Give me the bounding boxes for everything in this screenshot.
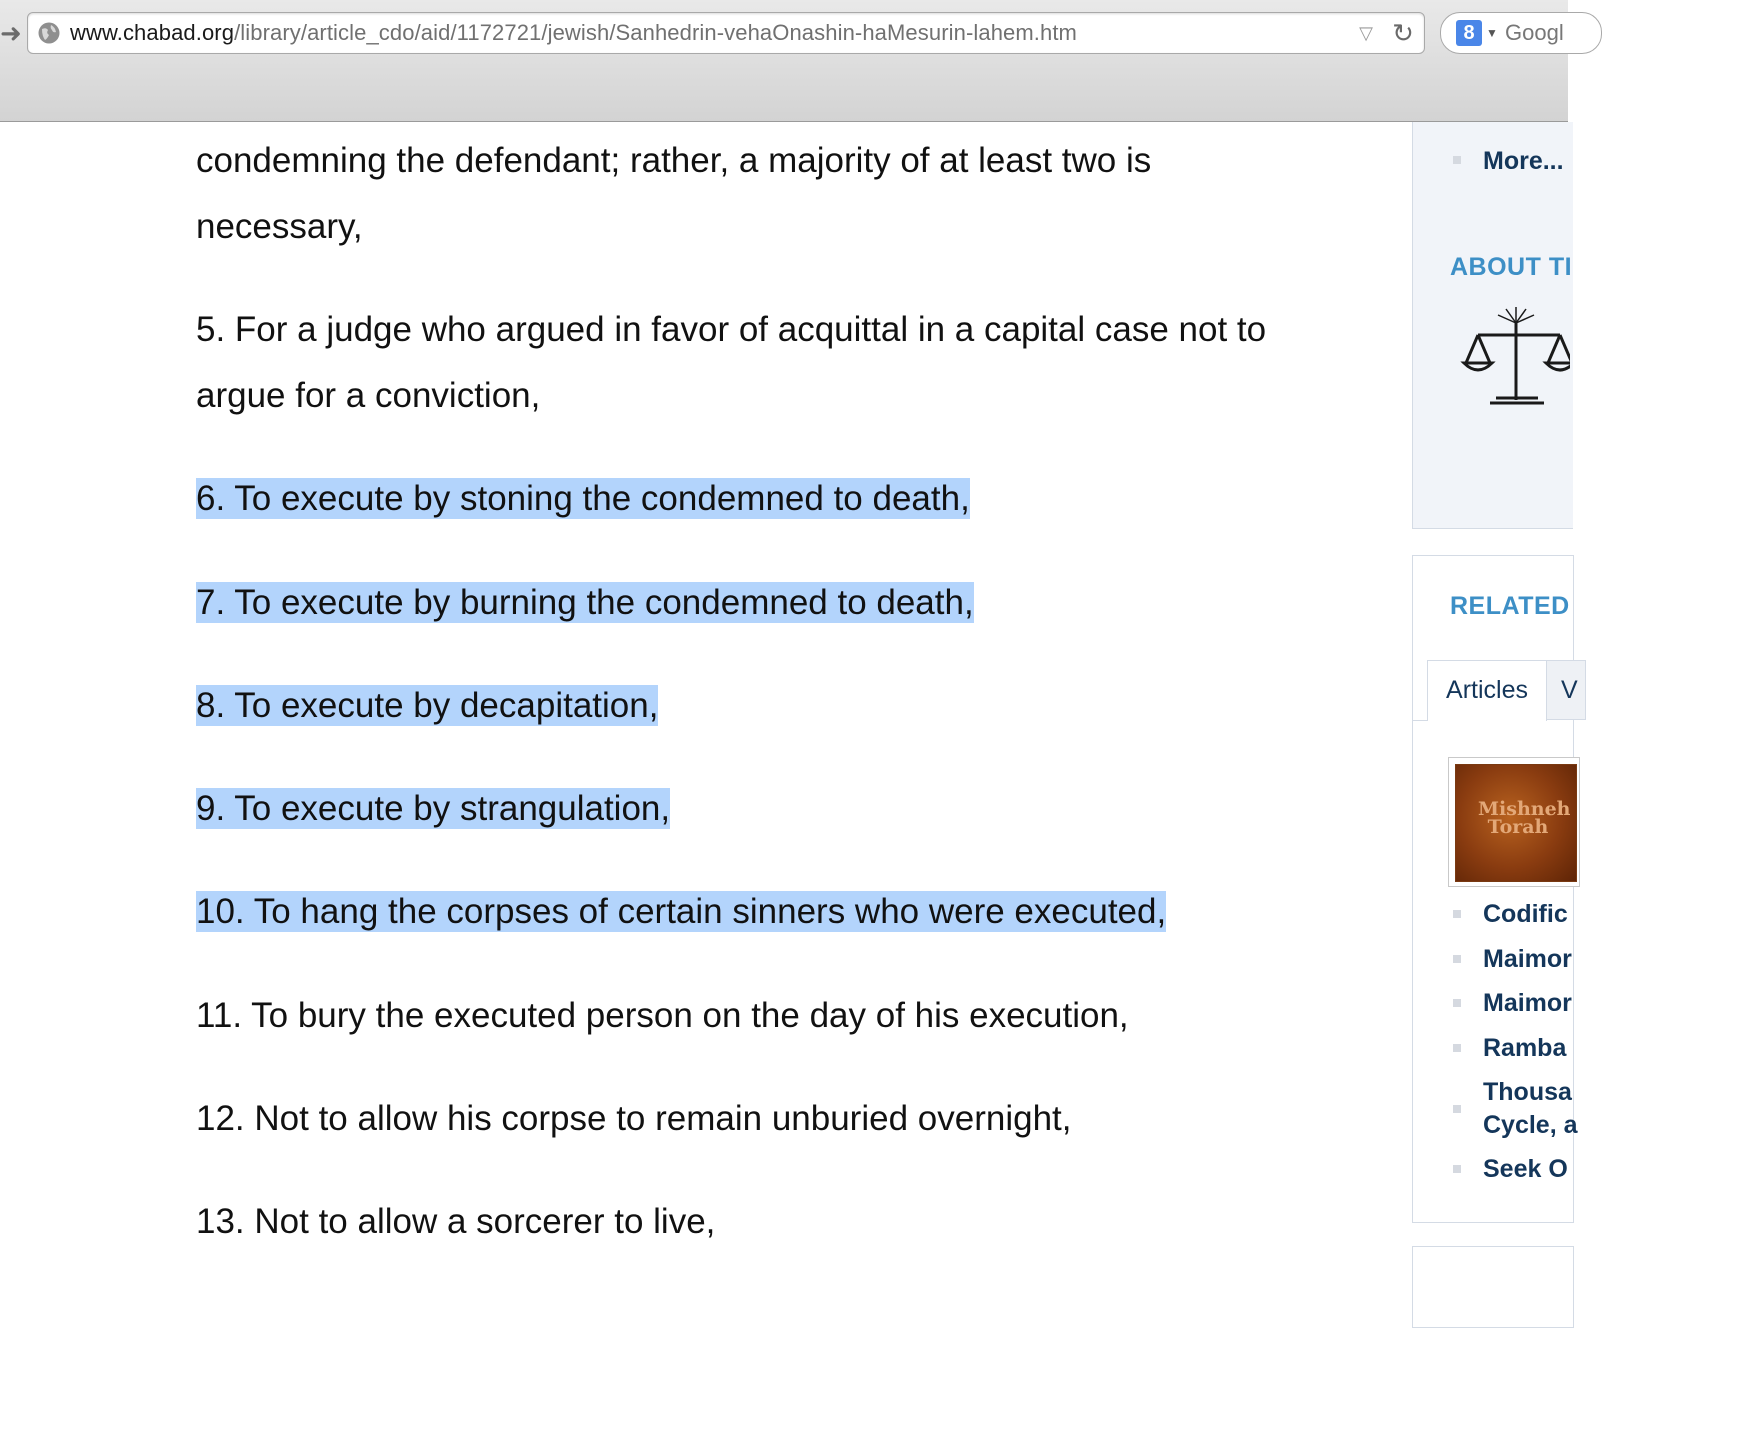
related-link[interactable]: Thousa xyxy=(1483,1078,1572,1106)
address-bar[interactable] xyxy=(27,12,1425,54)
article-paragraph: 11. To bury the executed person on the day of his execution, xyxy=(196,996,1129,1035)
google-search-engine-icon[interactable]: 8 xyxy=(1456,20,1482,46)
bullet-icon xyxy=(1453,910,1461,918)
article-paragraph: 13. Not to allow a sorcerer to live, xyxy=(196,1202,716,1241)
bullet-icon xyxy=(1453,1044,1461,1052)
bullet-icon xyxy=(1453,999,1461,1007)
related-link[interactable]: Seek O xyxy=(1483,1155,1568,1183)
url-path: /library/article_cdo/aid/1172721/jewish/Sanhedrin-vehaOnashin-haMesurin-lahem.htm xyxy=(234,20,1077,45)
url-dropdown-icon[interactable]: ▽ xyxy=(1359,23,1373,43)
tab-videos[interactable]: V xyxy=(1546,660,1586,720)
search-engine-caret-icon[interactable]: ▼ xyxy=(1486,26,1498,40)
tab-articles[interactable]: Articles xyxy=(1427,660,1547,721)
related-link[interactable]: Ramba xyxy=(1483,1034,1567,1062)
reload-icon[interactable]: ↻ xyxy=(1392,18,1414,48)
sidebar-next-panel xyxy=(1412,1246,1574,1328)
article-paragraph: argue for a conviction, xyxy=(196,376,541,415)
more-link[interactable]: More... xyxy=(1483,147,1564,175)
article-paragraph-selected: 7. To execute by burning the condemned to death, xyxy=(196,583,974,622)
globe-icon xyxy=(37,21,61,45)
related-link-continued[interactable]: Cycle, a xyxy=(1483,1111,1578,1139)
article-paragraph-selected: 10. To hang the corpses of certain sinners who were executed, xyxy=(196,892,1167,931)
article-paragraph: condemning the defendant; rather, a majority of at least two is xyxy=(196,141,1152,180)
article-paragraph: 12. Not to allow his corpse to remain unburied overnight, xyxy=(196,1099,1072,1138)
back-arrow-icon[interactable]: ➜ xyxy=(0,18,22,48)
search-bar[interactable] xyxy=(1440,12,1602,54)
bullet-icon xyxy=(1453,1105,1461,1113)
related-link[interactable]: Maimor xyxy=(1483,945,1572,973)
about-heading: ABOUT TI xyxy=(1450,253,1573,281)
article-paragraph-selected: 6. To execute by stoning the condemned to death, xyxy=(196,479,970,518)
url-text[interactable] xyxy=(70,13,1077,53)
url-domain: www.chabad.org xyxy=(70,20,235,45)
search-placeholder: Googl xyxy=(1505,20,1564,45)
article-paragraph: 5. For a judge who argued in favor of acquittal in a capital case not to xyxy=(196,310,1267,349)
article-paragraph-selected: 9. To execute by strangulation, xyxy=(196,789,671,828)
related-link[interactable]: Maimor xyxy=(1483,989,1572,1017)
scales-of-justice-icon xyxy=(1460,305,1570,410)
bullet-icon xyxy=(1453,1165,1461,1173)
related-link[interactable]: Codific xyxy=(1483,900,1568,928)
article-paragraph: necessary, xyxy=(196,207,363,246)
browser-toolbar xyxy=(0,0,1568,122)
bullet-icon xyxy=(1453,156,1461,164)
bullet-icon xyxy=(1453,955,1461,963)
tab-divider xyxy=(1413,720,1427,721)
thumbnail-text: Mishneh Torah xyxy=(1478,798,1571,838)
article-paragraph-selected: 8. To execute by decapitation, xyxy=(196,686,659,725)
related-heading: RELATED xyxy=(1450,592,1570,620)
